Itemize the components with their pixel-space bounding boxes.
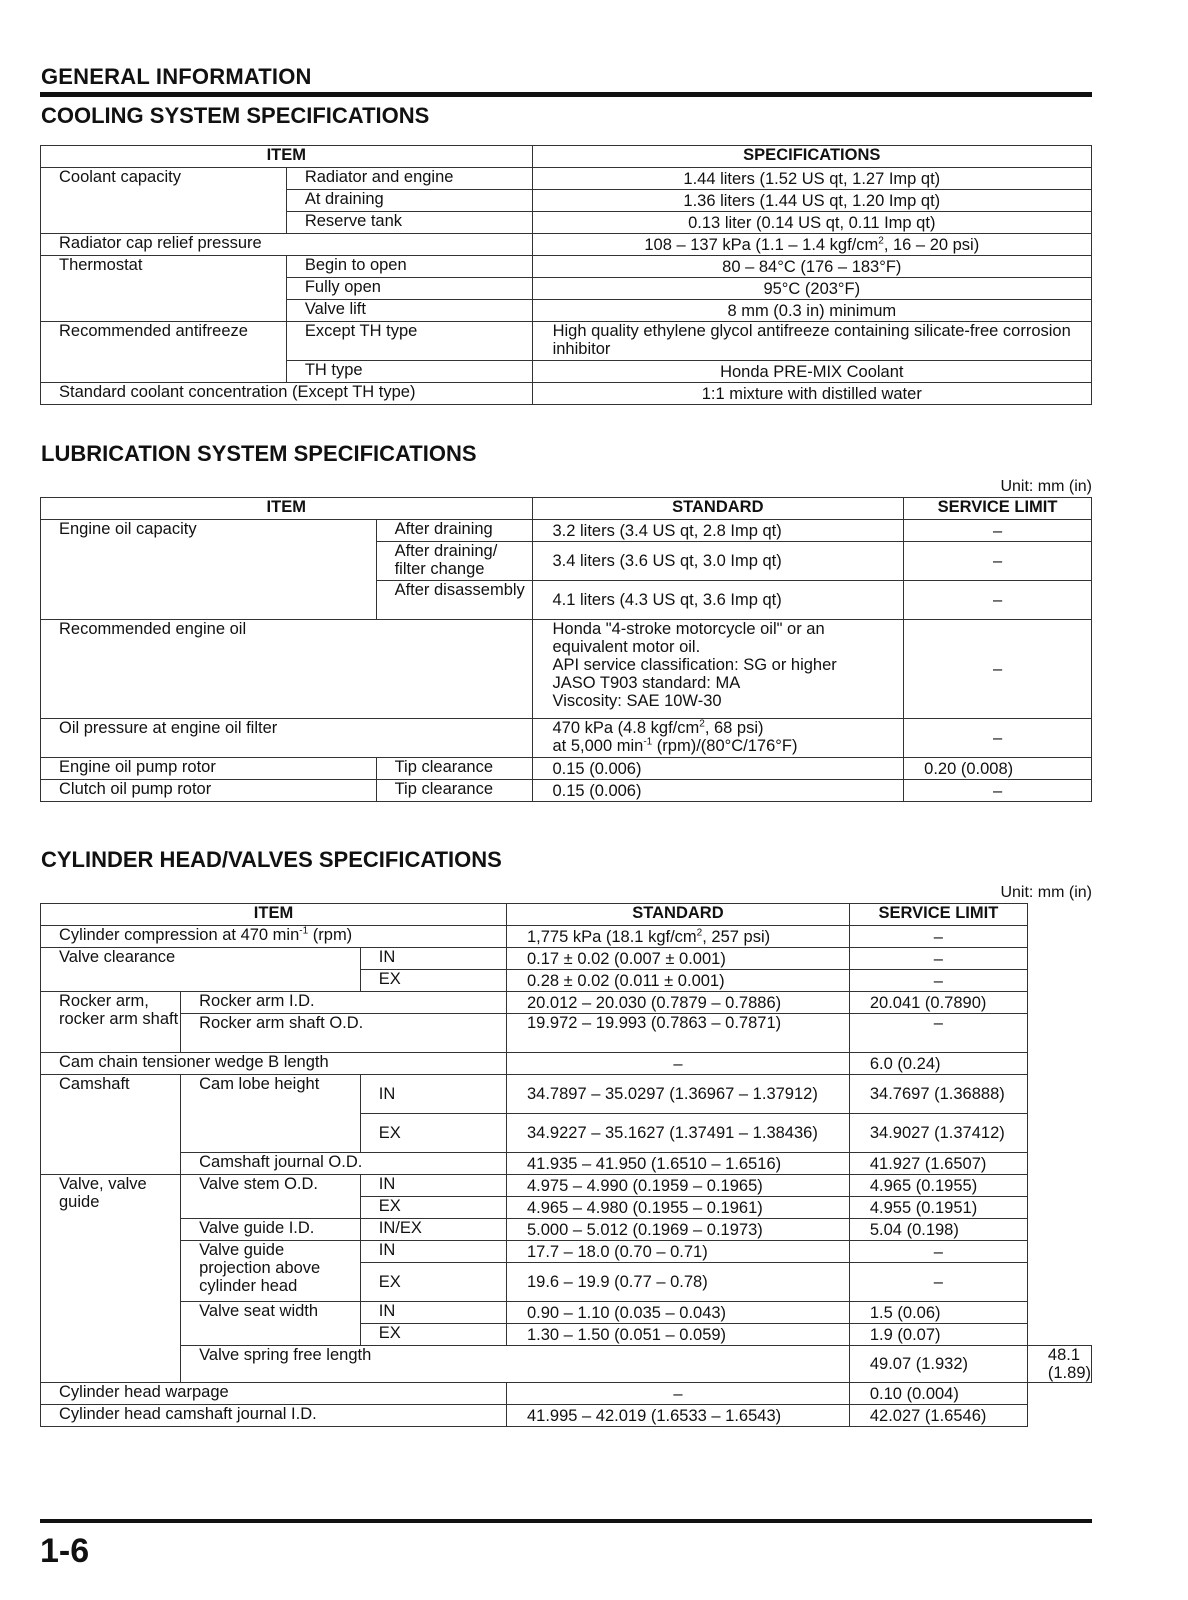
row-label: Cylinder head warpage: [41, 1383, 507, 1405]
sub-label: Tip clearance: [376, 758, 532, 780]
superscript: -1: [643, 736, 653, 748]
row-label: Cylinder head camshaft journal I.D.: [41, 1405, 507, 1427]
sub-label: Camshaft journal O.D.: [181, 1153, 507, 1175]
limit-value: –: [904, 620, 1092, 719]
table-row: [41, 383, 1092, 405]
spec-text: at 5,000 min: [552, 737, 644, 755]
spec-value: 1.36 liters (1.44 US qt, 1.20 Imp qt): [532, 190, 1091, 212]
spec-value: 1:1 mixture with distilled water: [532, 383, 1091, 405]
row-label: Oil pressure at engine oil filter: [41, 719, 533, 758]
cylinder-section-title: CYLINDER HEAD/VALVES SPECIFICATIONS: [41, 847, 502, 872]
limit-value: 1.9 (0.07): [849, 1324, 1027, 1346]
row-label: [41, 926, 507, 948]
row-label: Engine oil capacity: [41, 520, 377, 620]
sub-label: Valve guide I.D.: [181, 1219, 361, 1241]
standard-value: 34.9227 – 35.1627 (1.37491 – 1.38436): [506, 1114, 849, 1153]
standard-value: 20.012 – 20.030 (0.7879 – 0.7886): [506, 992, 849, 1014]
spec-text: 108 – 137 kPa (1.1 – 1.4 kgf/cm: [644, 235, 879, 254]
sub-label: Begin to open: [286, 256, 532, 278]
row-label: Camshaft: [41, 1075, 181, 1175]
table-row: [41, 1053, 1092, 1075]
table-row: [41, 1175, 1092, 1197]
row-label: Recommended antifreeze: [41, 322, 287, 383]
superscript: 2: [699, 718, 705, 730]
limit-value: –: [904, 520, 1092, 542]
limit-value: 34.9027 (1.37412): [849, 1114, 1027, 1153]
in-label: IN: [360, 1075, 506, 1114]
sub-label: Radiator and engine: [286, 168, 532, 190]
text-line: Viscosity: SAE 10W-30: [552, 692, 722, 710]
table-row: [41, 926, 1092, 948]
lubrication-spec-table: [40, 497, 1092, 802]
limit-value: 0.20 (0.008): [904, 758, 1092, 780]
header-rule: [40, 92, 1092, 97]
spec-text: , 257 psi): [702, 927, 771, 946]
col-spec-header: SPECIFICATIONS: [532, 146, 1091, 168]
limit-value: –: [849, 1241, 1027, 1263]
limit-value: –: [904, 780, 1092, 802]
table-row: [41, 1241, 1092, 1263]
sub-label: Tip clearance: [376, 780, 532, 802]
table-row: [41, 948, 1092, 970]
footer-rule: [40, 1519, 1092, 1523]
unit-label: Unit: mm (in): [1000, 478, 1092, 495]
standard-value: 17.7 – 18.0 (0.70 – 0.71): [506, 1241, 849, 1263]
limit-value: 48.1 (1.89): [1027, 1346, 1091, 1383]
standard-value: –: [506, 1053, 849, 1075]
limit-value: 0.10 (0.004): [849, 1383, 1027, 1405]
spec-value: 80 – 84°C (176 – 183°F): [532, 256, 1091, 278]
in-label: IN: [360, 948, 506, 970]
sub-label: Valve lift: [286, 300, 532, 322]
spec-value: 1.44 liters (1.52 US qt, 1.27 Imp qt): [532, 168, 1091, 190]
standard-value: 1.30 – 1.50 (0.051 – 0.059): [506, 1324, 849, 1346]
limit-value: 34.7697 (1.36888): [849, 1075, 1027, 1114]
standard-value: 19.972 – 19.993 (0.7863 – 0.7871): [506, 1014, 849, 1053]
spec-text: , 16 – 20 psi): [883, 235, 980, 254]
spec-value: 95°C (203°F): [532, 278, 1091, 300]
limit-value: 4.955 (0.1951): [849, 1197, 1027, 1219]
spec-text: 1,775 kPa (18.1 kgf/cm: [526, 927, 697, 946]
col-item-header: ITEM: [41, 498, 533, 520]
table-row: [41, 758, 1092, 780]
ex-label: EX: [360, 1263, 506, 1302]
standard-value: 4.1 liters (4.3 US qt, 3.6 Imp qt): [532, 581, 904, 620]
standard-value: 41.935 – 41.950 (1.6510 – 1.6516): [506, 1153, 849, 1175]
standard-value: [532, 620, 904, 719]
limit-value: –: [904, 542, 1092, 581]
table-row: [41, 234, 1092, 256]
ex-label: EX: [360, 1114, 506, 1153]
spec-text: 470 kPa (4.8 kgf/cm: [552, 719, 700, 737]
text-line: Honda "4-stroke motorcycle oil" or an: [552, 620, 825, 638]
spec-text: (rpm)/(80°C/176°F): [652, 737, 798, 755]
in-label: IN: [360, 1175, 506, 1197]
sub-label: After draining/ filter change: [376, 542, 532, 581]
ex-label: EX: [360, 1197, 506, 1219]
spec-value: High quality ethylene glycol antifreeze containing silicate-free corrosion inhibitor: [532, 322, 1091, 361]
lubrication-section-title: LUBRICATION SYSTEM SPECIFICATIONS: [41, 441, 477, 466]
standard-value: 4.965 – 4.980 (0.1955 – 0.1961): [506, 1197, 849, 1219]
table-row: [41, 256, 1092, 278]
table-row: [41, 1302, 1092, 1324]
limit-value: –: [849, 970, 1027, 992]
limit-value: –: [904, 581, 1092, 620]
limit-value: –: [904, 719, 1092, 758]
sub-label: After draining: [376, 520, 532, 542]
sub-label: Valve guide projection above cylinder head: [181, 1241, 361, 1302]
limit-value: 5.04 (0.198): [849, 1219, 1027, 1241]
table-row: [41, 620, 1092, 719]
row-label: Valve spring free length: [181, 1346, 850, 1383]
row-label: Standard coolant concentration (Except TH type): [41, 383, 533, 405]
col-standard-header: STANDARD: [506, 904, 849, 926]
table-row: [41, 168, 1092, 190]
table-row: [41, 1153, 1092, 1175]
row-label: Cam chain tensioner wedge B length: [41, 1053, 507, 1075]
spec-value: [532, 234, 1091, 256]
table-row: [41, 322, 1092, 361]
sub-label: Rocker arm shaft O.D.: [181, 1014, 507, 1053]
standard-value: 5.000 – 5.012 (0.1969 – 0.1973): [506, 1219, 849, 1241]
standard-value: –: [506, 1383, 849, 1405]
standard-value: [532, 719, 904, 758]
standard-value: 49.07 (1.932): [849, 1346, 1027, 1383]
sub-label: Valve stem O.D.: [181, 1175, 361, 1219]
standard-value: 0.15 (0.006): [532, 758, 904, 780]
limit-value: –: [849, 1014, 1027, 1053]
row-label: Clutch oil pump rotor: [41, 780, 377, 802]
label-text: (rpm): [308, 926, 353, 944]
col-item-header: ITEM: [41, 904, 507, 926]
limit-value: 42.027 (1.6546): [849, 1405, 1027, 1427]
text-line: JASO T903 standard: MA: [552, 674, 741, 692]
row-label: Engine oil pump rotor: [41, 758, 377, 780]
page-number: 1-6: [40, 1532, 90, 1570]
col-standard-header: STANDARD: [532, 498, 904, 520]
limit-value: 1.5 (0.06): [849, 1302, 1027, 1324]
table-row: [41, 1014, 1092, 1053]
spec-value: 8 mm (0.3 in) minimum: [532, 300, 1091, 322]
page-header-title: GENERAL INFORMATION: [41, 64, 312, 89]
table-row: [41, 992, 1092, 1014]
standard-value: 0.17 ± 0.02 (0.007 ± 0.001): [506, 948, 849, 970]
limit-value: –: [849, 948, 1027, 970]
table-row: [41, 719, 1092, 758]
table-header-row: [41, 904, 1092, 926]
col-item-header: ITEM: [41, 146, 533, 168]
label-text: Cylinder compression at 470 min: [59, 926, 300, 944]
ex-label: EX: [360, 970, 506, 992]
standard-value: 3.4 liters (3.6 US qt, 3.0 Imp qt): [532, 542, 904, 581]
sub-label: Reserve tank: [286, 212, 532, 234]
limit-value: 41.927 (1.6507): [849, 1153, 1027, 1175]
standard-value: [506, 926, 849, 948]
table-row: [41, 1075, 1092, 1114]
sub-label: Valve seat width: [181, 1302, 361, 1346]
standard-value: 0.90 – 1.10 (0.035 – 0.043): [506, 1302, 849, 1324]
row-label: Coolant capacity: [41, 168, 287, 234]
row-label: Radiator cap relief pressure: [41, 234, 533, 256]
row-label: Valve clearance: [41, 948, 361, 992]
sub-label: Cam lobe height: [181, 1075, 361, 1153]
sub-label: Except TH type: [286, 322, 532, 361]
standard-value: 19.6 – 19.9 (0.77 – 0.78): [506, 1263, 849, 1302]
cooling-spec-table: [40, 145, 1092, 405]
text-line: [553, 737, 904, 755]
table-header-row: [41, 146, 1092, 168]
sub-label: Rocker arm I.D.: [181, 992, 507, 1014]
text-line: equivalent motor oil.: [552, 638, 701, 656]
limit-value: 4.965 (0.1955): [849, 1175, 1027, 1197]
unit-label: Unit: mm (in): [1000, 884, 1092, 901]
row-label: Rocker arm, rocker arm shaft: [41, 992, 181, 1053]
spec-value: Honda PRE-MIX Coolant: [532, 361, 1091, 383]
standard-value: 0.28 ± 0.02 (0.011 ± 0.001): [506, 970, 849, 992]
col-limit-header: SERVICE LIMIT: [904, 498, 1092, 520]
row-label: Recommended engine oil: [41, 620, 533, 719]
col-limit-header: SERVICE LIMIT: [849, 904, 1027, 926]
standard-value: 41.995 – 42.019 (1.6533 – 1.6543): [506, 1405, 849, 1427]
table-row: [41, 520, 1092, 542]
limit-value: –: [849, 926, 1027, 948]
table-header-row: [41, 498, 1092, 520]
standard-value: 0.15 (0.006): [532, 780, 904, 802]
in-label: IN: [360, 1302, 506, 1324]
text-line: [553, 719, 904, 737]
sub-label: TH type: [286, 361, 532, 383]
sub-label: After disassembly: [376, 581, 532, 620]
standard-value: 3.2 liters (3.4 US qt, 2.8 Imp qt): [532, 520, 904, 542]
in-label: IN: [360, 1241, 506, 1263]
limit-value: 20.041 (0.7890): [849, 992, 1027, 1014]
table-row: [41, 1383, 1092, 1405]
limit-value: 6.0 (0.24): [849, 1053, 1027, 1075]
table-row: [41, 1405, 1092, 1427]
standard-value: 34.7897 – 35.0297 (1.36967 – 1.37912): [506, 1075, 849, 1114]
superscript: 2: [878, 235, 884, 246]
standard-value: 4.975 – 4.990 (0.1959 – 0.1965): [506, 1175, 849, 1197]
inex-label: IN/EX: [360, 1219, 506, 1241]
cylinder-spec-table: [40, 903, 1092, 1427]
sub-label: At draining: [286, 190, 532, 212]
spec-text: , 68 psi): [704, 719, 764, 737]
limit-value: –: [849, 1263, 1027, 1302]
superscript: 2: [696, 927, 703, 938]
spec-value: 0.13 liter (0.14 US qt, 0.11 Imp qt): [532, 212, 1091, 234]
row-label: Thermostat: [41, 256, 287, 322]
table-row: [41, 1219, 1092, 1241]
sub-label: Fully open: [286, 278, 532, 300]
table-row: [41, 780, 1092, 802]
row-label: Valve, valve guide: [41, 1175, 181, 1383]
ex-label: EX: [360, 1324, 506, 1346]
text-line: API service classification: SG or higher: [552, 656, 837, 674]
superscript: -1: [299, 925, 309, 937]
table-row: [41, 1346, 1092, 1383]
cooling-section-title: COOLING SYSTEM SPECIFICATIONS: [41, 103, 430, 128]
